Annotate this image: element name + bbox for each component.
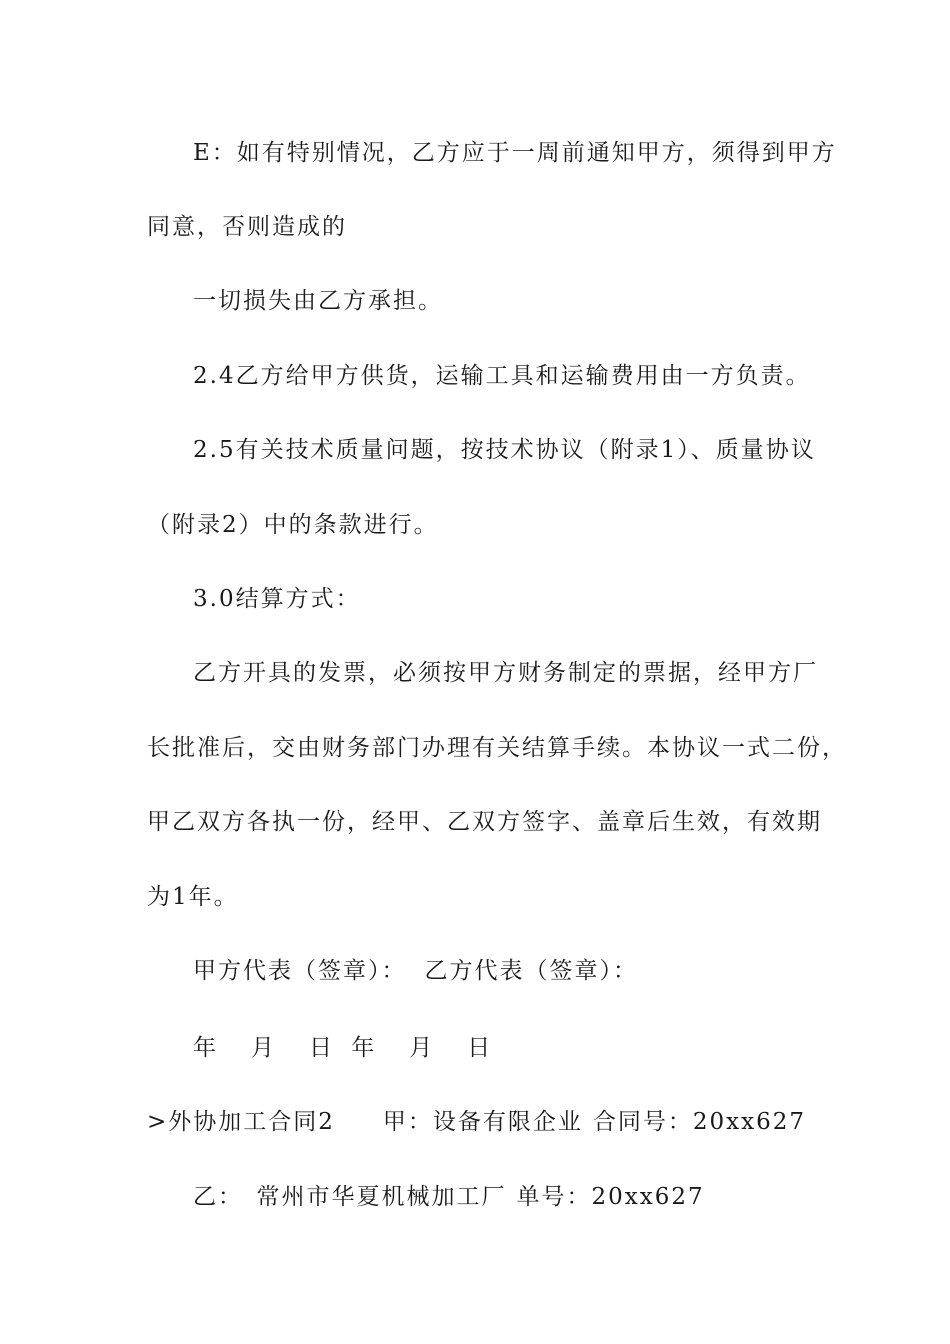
next-contract-order-number: 单号：20xx627 <box>516 1184 705 1210</box>
next-contract-header <box>147 1107 806 1137</box>
settlement-paragraph-line2: 长批准后，交由财务部门办理有关结算手续。本协议一式二份， <box>147 735 847 761</box>
paragraph-special-circumstances-line2: 同意，否则造成的 <box>147 214 347 240</box>
next-contract-number: 合同号：20xx627 <box>592 1109 807 1135</box>
clause-2-5-line2: （附录2）中的条款进行。 <box>147 512 439 538</box>
signature-row <box>193 956 638 986</box>
settlement-paragraph-line3: 甲乙双方各执一份，经甲、乙双方签字、盖章后生效，有效期 <box>147 809 822 835</box>
signature-date-line: 年 月 日 年 月 日 <box>193 1035 497 1061</box>
next-contract-party-b: 乙： 常州市华夏机械加工厂 <box>193 1184 507 1210</box>
clause-2-5-line1: 2.5有关技术质量问题，按技术协议（附录1）、质量协议 <box>193 437 816 463</box>
next-contract-party-b-row <box>193 1182 705 1212</box>
paragraph-loss-liability: 一切损失由乙方承担。 <box>193 288 443 314</box>
party-b-signature-label: 乙方代表（签章）： <box>424 958 638 984</box>
next-contract-title: >外协加工合同2 <box>147 1109 335 1135</box>
clause-3-0-heading: 3.0结算方式： <box>193 586 361 612</box>
settlement-paragraph-line4: 为1年。 <box>147 884 239 910</box>
clause-2-4: 2.4乙方给甲方供货，运输工具和运输费用由一方负责。 <box>193 363 811 389</box>
party-a-signature-label: 甲方代表（签章）： <box>193 958 407 984</box>
next-contract-party-a: 甲：设备有限企业 <box>382 1109 583 1135</box>
settlement-paragraph-line1: 乙方开具的发票，必须按甲方财务制定的票据，经甲方厂 <box>193 660 818 686</box>
paragraph-special-circumstances-line1: E：如有特别情况，乙方应于一周前通知甲方，须得到甲方 <box>193 140 837 166</box>
